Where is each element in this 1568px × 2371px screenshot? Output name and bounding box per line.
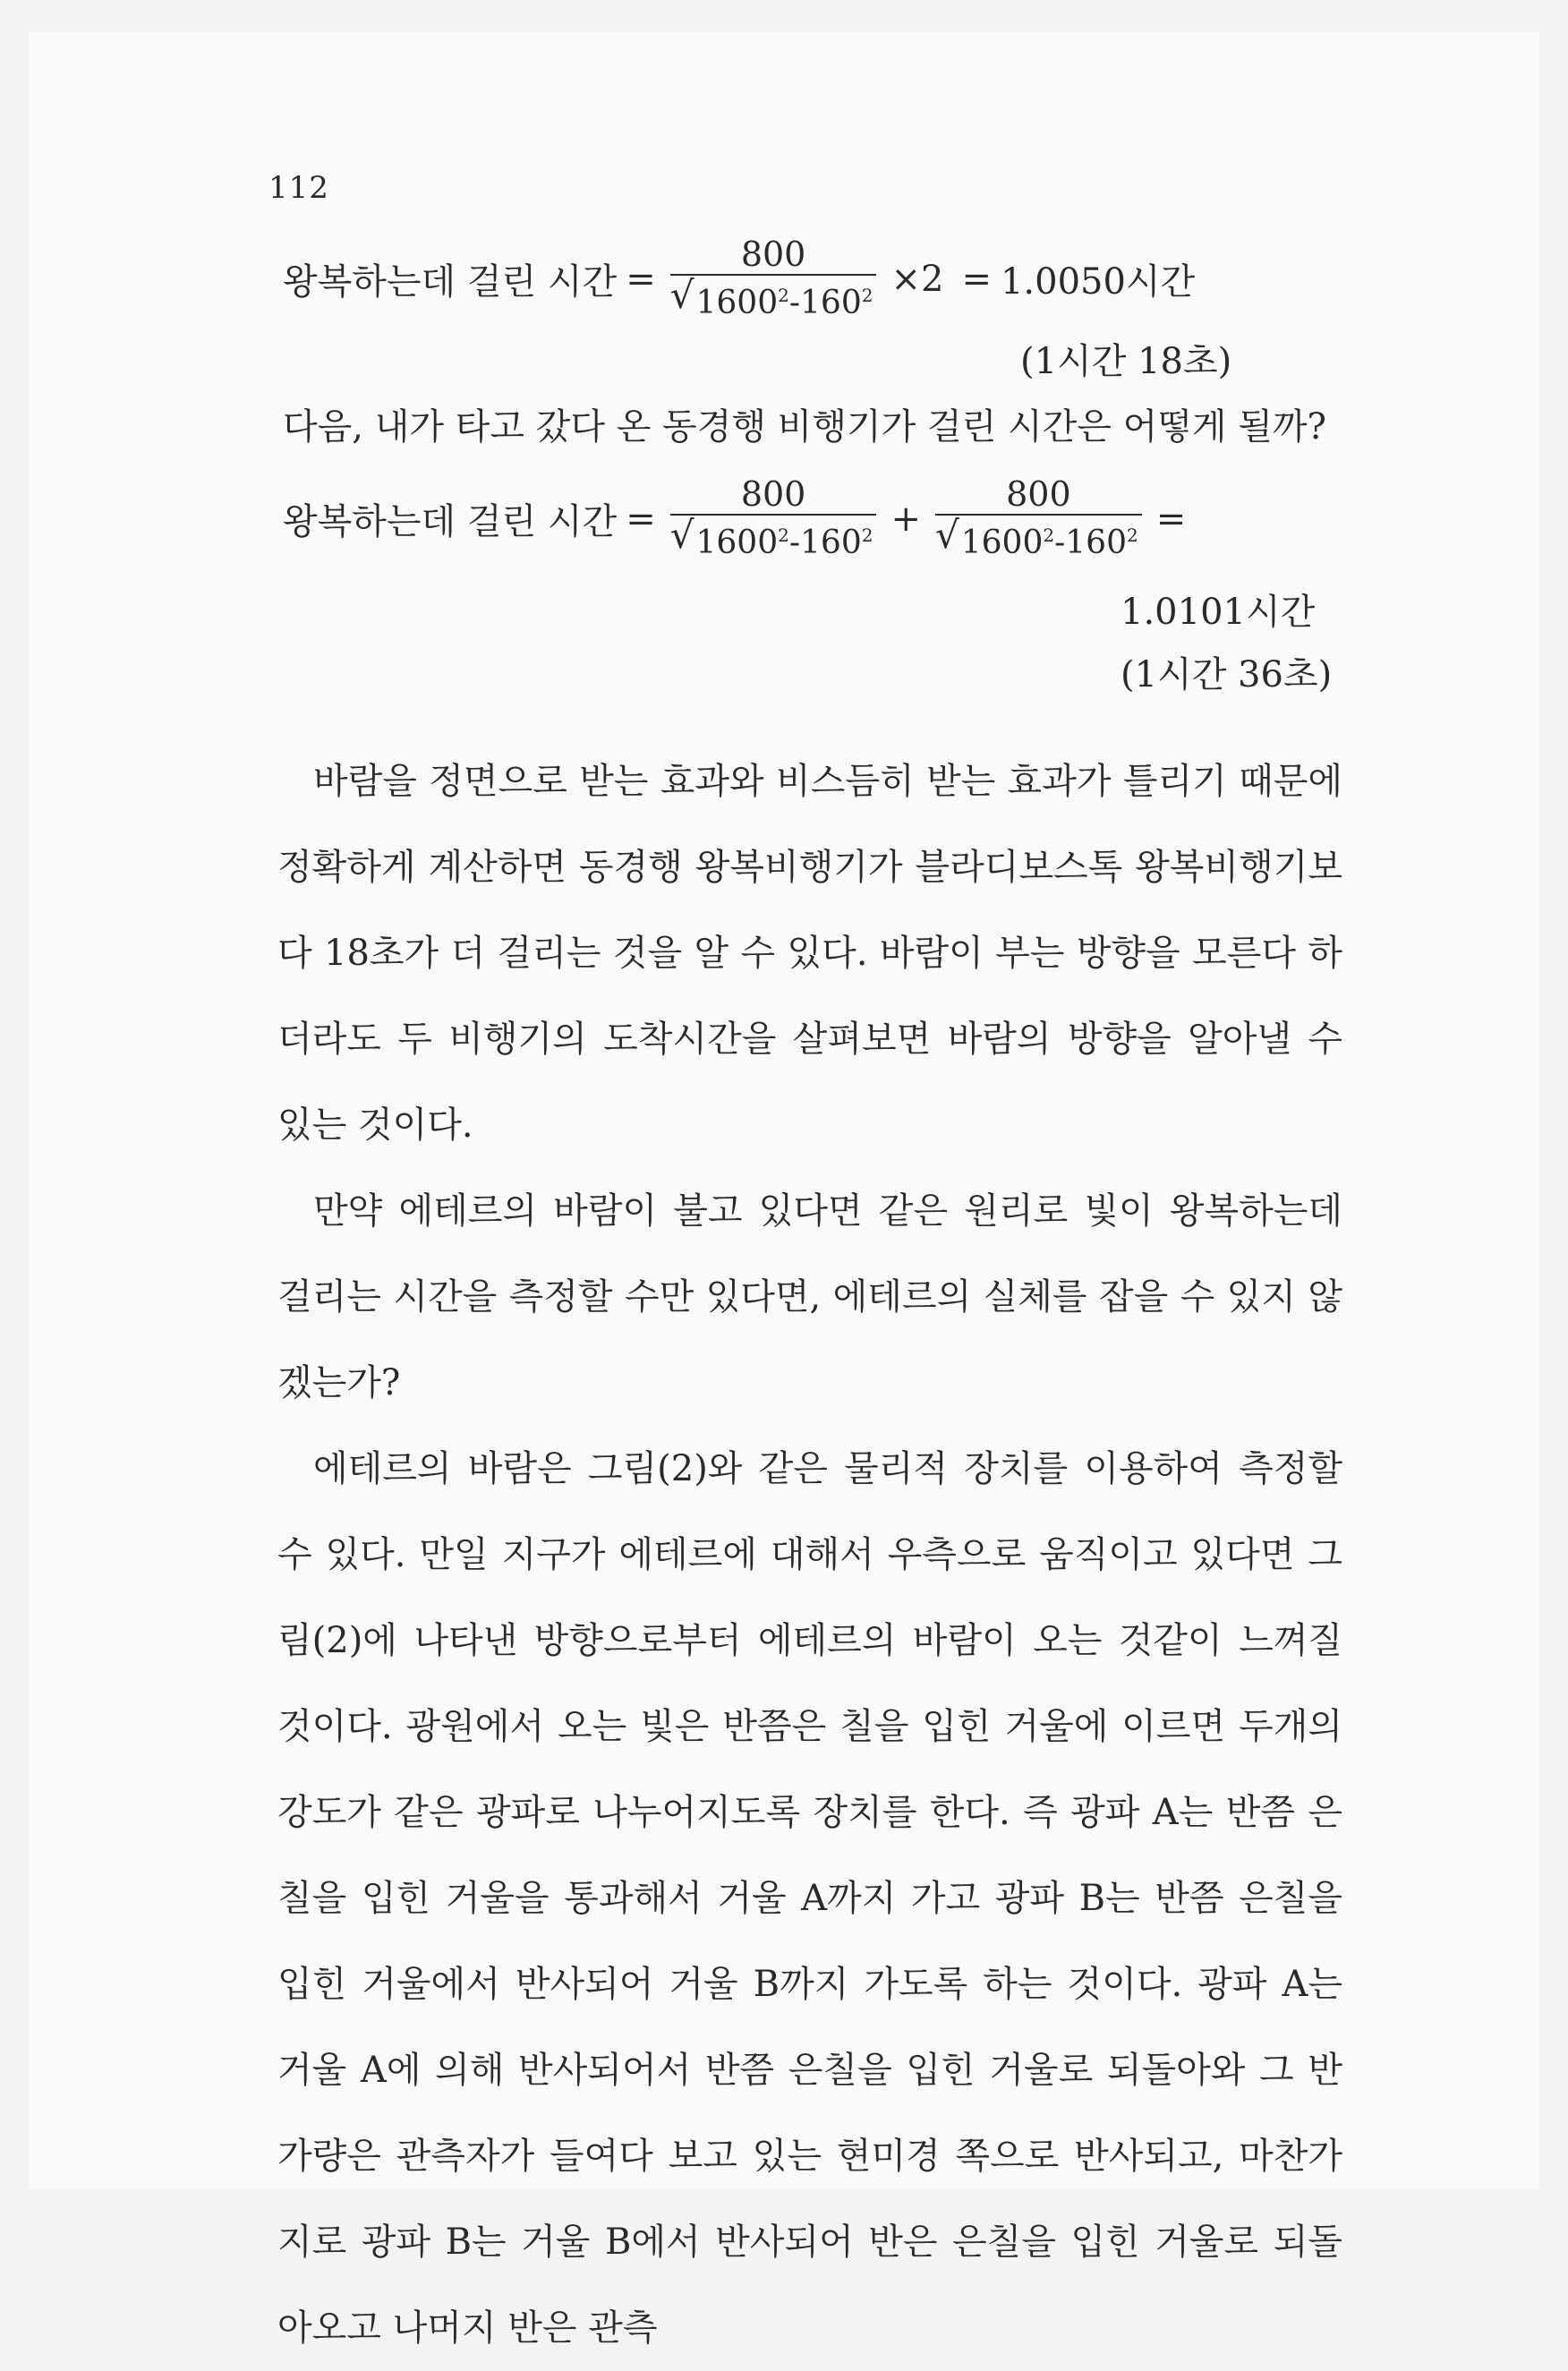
minus-sign: - <box>788 525 801 561</box>
radicand <box>692 514 876 563</box>
radicand <box>692 274 876 323</box>
fraction-denominator <box>670 514 877 563</box>
equation-2-lhs: 왕복하는데 걸린 시간 <box>283 501 618 542</box>
sqrt-icon: √ <box>934 513 959 557</box>
equals-sign: = <box>626 498 656 540</box>
equation-1 <box>283 235 1195 323</box>
fraction <box>670 474 877 563</box>
fraction-numerator: 800 <box>740 474 806 514</box>
exponent: 2 <box>778 285 789 306</box>
radicand-a: 1600 <box>960 525 1044 561</box>
radicand-b: 160 <box>800 525 862 561</box>
times-two: ×2 <box>891 258 944 300</box>
exponent: 2 <box>1043 525 1055 546</box>
fraction-numerator: 800 <box>740 235 806 274</box>
fraction <box>670 235 877 323</box>
equation-2-result: 1.0101시간 <box>1121 592 1316 633</box>
sqrt-icon: √ <box>669 513 695 557</box>
page-number: 112 <box>268 170 329 206</box>
radicand-b: 160 <box>1065 525 1127 561</box>
fraction-denominator <box>670 274 877 323</box>
paragraph: 만약 에테르의 바람이 불고 있다면 같은 원리로 빛이 왕복하는데 걸리는 시간을 측정할 수만 있다면, 에테르의 실체를 잡을 수 있지 않겠는가? <box>277 1190 1342 1403</box>
paragraph: 에테르의 바람은 그림(2)와 같은 물리적 장치를 이용하여 측정할 수 있다. 만일 지구가 에테르에 대해서 우측으로 움직이고 있다면 그림(2)에 나타낸 방향으로부터 에테르의 바람이 오는 것같이 느껴질 것이다. 광원에서 오는 빛은 반쯤은 칠을 입힌 거울에 이르면 두개의 강도가 같은 광파로 나누어지도록 장치를 한다. 즉 광파 A는 반쯤 은칠을 입힌 거울을 통과해서 거울 A까지 가고 광파 B는 반쯤 은칠을 입힌 거울에서 반사되어 거울 B까지 가도록 하는 것이다. 광파 A는 거울 A에 의해 반사되어서 반쯤 은칠을 입힌 거울로 되돌아와 그 반가량은 관측자가 들여다 보고 있는 현미경 쪽으로 반사되고, 마찬가지로 광파 B는 거울 B에서 반사되어 반은 은칠을 입힌 거울로 되돌아오고 나머지 반은 관측 <box>277 1448 1342 2349</box>
radicand <box>958 514 1142 563</box>
exponent: 2 <box>1127 525 1138 546</box>
exponent: 2 <box>861 525 873 546</box>
equals-sign: = <box>626 258 656 300</box>
equation-1-note: (1시간 18초) <box>1020 341 1232 382</box>
fraction <box>935 474 1142 563</box>
plus-sign: + <box>891 498 921 540</box>
minus-sign: - <box>1054 525 1066 561</box>
radicand-a: 1600 <box>695 285 779 321</box>
fraction-denominator <box>935 514 1142 563</box>
equation-2-note: (1시간 36초) <box>1121 654 1333 695</box>
equation-1-result: 1.0050시간 <box>1000 261 1196 303</box>
exponent: 2 <box>861 285 873 306</box>
paragraph: 바람을 정면으로 받는 효과와 비스듬히 받는 효과가 틀리기 때문에 정확하게 계산하면 동경행 왕복비행기가 블라디보스톡 왕복비행기보다 18초가 더 걸리는 것을 알 수 있다. 바람이 부는 방향을 모른다 하더라도 두 비행기의 도착시간을 살펴보면 바람의 방향을 알아낼 수 있는 것이다. <box>277 761 1342 1146</box>
minus-sign: - <box>788 285 801 321</box>
radicand-a: 1600 <box>695 525 779 561</box>
radicand-b: 160 <box>800 285 862 321</box>
sqrt-icon: √ <box>669 273 695 317</box>
question-text: 다음, 내가 타고 갔다 온 동경행 비행기가 걸린 시간은 어떻게 될까? <box>283 406 1326 448</box>
body-text <box>277 738 1342 2371</box>
equals-sign: = <box>961 258 992 300</box>
fraction-numerator: 800 <box>1006 474 1071 514</box>
equation-1-lhs: 왕복하는데 걸린 시간 <box>283 261 618 303</box>
exponent: 2 <box>778 525 789 546</box>
equals-sign: = <box>1155 498 1187 540</box>
equation-2 <box>283 474 1195 563</box>
